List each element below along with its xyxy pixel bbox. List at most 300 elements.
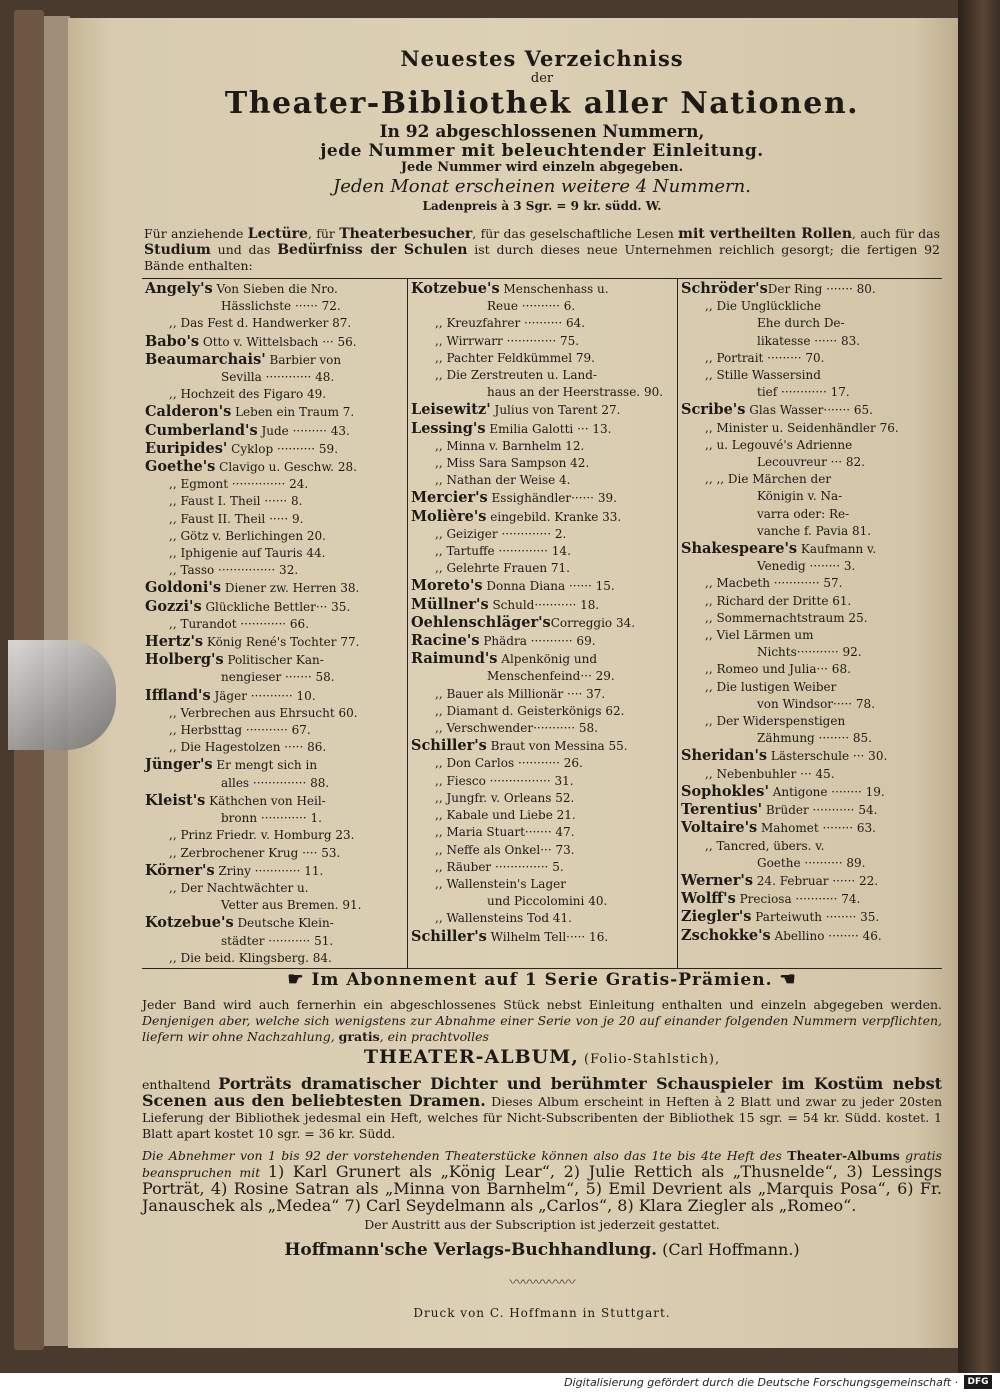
- catalog-entry: [681, 558, 939, 575]
- catalog-columns: [142, 278, 942, 969]
- work-title: ,, Turandot ············ 66.: [169, 616, 310, 631]
- work-title: ,, Minna v. Barnhelm 12.: [435, 438, 585, 453]
- work-title: Alpenkönig und: [497, 652, 597, 667]
- catalog-entry: [411, 333, 674, 350]
- catalog-entry: [681, 523, 939, 540]
- catalog-entry: [145, 810, 404, 827]
- catalog-entry: [681, 661, 939, 678]
- work-title: Julius von Tarent 27.: [490, 403, 621, 418]
- catalog-entry: [145, 493, 404, 510]
- catalog-entry: [145, 458, 404, 476]
- catalog-entry: [145, 897, 404, 914]
- work-title: ,, Die Zerstreuten u. Land-: [435, 368, 597, 383]
- author-name: Shakespeare's: [681, 540, 798, 558]
- work-title: ,, Faust I. Theil ······ 8.: [169, 494, 303, 509]
- catalog-entry: [145, 775, 404, 792]
- work-title-continuation: Reue ·········· 6.: [487, 299, 576, 314]
- author-name: Goldoni's: [145, 579, 222, 597]
- catalog-entry: [411, 367, 674, 384]
- catalog-entry: [145, 598, 404, 616]
- work-title: ,, Neffe als Onkel··· 73.: [435, 842, 575, 857]
- work-title: ,, Egmont ·············· 24.: [169, 477, 309, 492]
- catalog-entry: [145, 422, 404, 440]
- work-title: ,, Wallensteins Tod 41.: [435, 911, 572, 926]
- work-title: ,, Don Carlos ··········· 26.: [435, 756, 583, 771]
- work-title: Clavigo u. Geschw. 28.: [215, 460, 357, 475]
- work-title: ,, Viel Lärmen um: [705, 628, 814, 643]
- catalog-entry: [681, 488, 939, 505]
- catalog-entry: [681, 384, 939, 401]
- subtitle-3: Jede Nummer wird einzeln abgegeben.: [400, 160, 684, 175]
- catalog-entry: [411, 720, 674, 737]
- work-title: Käthchen von Heil-: [205, 793, 326, 808]
- catalog-entry: [411, 773, 674, 790]
- catalog-entry: [411, 755, 674, 772]
- catalog-entry: [411, 560, 674, 577]
- work-title: ,, Faust II. Theil ····· 9.: [169, 511, 304, 526]
- author-name: Raimund's: [411, 650, 498, 668]
- catalog-entry: [145, 880, 404, 897]
- dfg-logo: DFG: [964, 1375, 992, 1389]
- work-title-continuation: Sevilla ············ 48.: [221, 370, 335, 385]
- work-title: ,, Verbrechen aus Ehrsucht 60.: [169, 705, 358, 720]
- work-title: ,, Iphigenie auf Tauris 44.: [169, 546, 326, 561]
- book-spine: [958, 0, 1000, 1393]
- intro-bold: Bedürfniss der Schulen: [277, 242, 468, 258]
- work-title: ,, u. Legouvé's Adrienne: [705, 437, 853, 452]
- work-title: ,, Die Hagestolzen ····· 86.: [169, 740, 327, 755]
- abonnement-heading: [142, 969, 942, 992]
- ornament-divider: 〰〰〰〰〰: [509, 1275, 575, 1292]
- intro-text: Für anziehende: [144, 226, 248, 241]
- author-name: Ziegler's: [681, 908, 752, 926]
- intro-text: und das: [210, 242, 278, 257]
- work-title: ,, Der Nachtwächter u.: [169, 880, 309, 895]
- catalog-entry: [411, 893, 674, 910]
- author-name: Moreto's: [411, 577, 483, 595]
- work-title: ,, Prinz Friedr. v. Homburg 23.: [169, 828, 355, 843]
- author-name: Voltaire's: [681, 819, 758, 837]
- work-title: 24. Februar ······ 22.: [752, 873, 879, 888]
- work-title: Jäger ··········· 10.: [210, 688, 316, 703]
- work-title: Von Sieben die Nro.: [212, 282, 338, 296]
- catalog-entry: [145, 315, 404, 332]
- publisher-name: Hoffmann'sche Verlags-Buchhandlung.: [284, 1240, 658, 1261]
- catalog-entry: [411, 928, 674, 946]
- work-title-continuation: vanche f. Pavia 81.: [757, 523, 872, 538]
- catalog-column-3: [678, 279, 942, 968]
- catalog-entry: [681, 333, 939, 350]
- work-title-continuation: nengieser ······· 58.: [221, 670, 335, 685]
- author-name: Jünger's: [145, 756, 213, 774]
- premium-bold: Theater-Albums: [787, 1148, 900, 1164]
- work-title-continuation: von Windsor····· 78.: [757, 696, 876, 711]
- work-title: Correggio 34.: [550, 615, 636, 630]
- author-name: Mercier's: [411, 489, 488, 507]
- subtitle-4: Jeden Monat erscheinen weitere 4 Nummern.: [333, 176, 751, 197]
- author-name: Lessing's: [411, 419, 486, 437]
- catalog-entry: [681, 679, 939, 696]
- catalog-entry: [681, 730, 939, 747]
- catalog-entry: [681, 927, 939, 945]
- work-title: Der Ring ······· 80.: [767, 282, 876, 296]
- work-title: Emilia Galotti ··· 13.: [485, 421, 612, 436]
- work-title: Leben ein Traum 7.: [231, 405, 355, 420]
- catalog-entry: [411, 668, 674, 685]
- catalog-entry: [411, 543, 674, 560]
- intro-paragraph: [142, 226, 942, 274]
- catalog-entry: [145, 280, 404, 298]
- work-title: Cyklop ·········· 59.: [227, 441, 339, 456]
- catalog-entry: [145, 950, 404, 967]
- catalog-entry: [681, 819, 939, 837]
- work-title-continuation: bronn ············ 1.: [221, 811, 322, 826]
- author-name: Terentius': [681, 801, 763, 819]
- intro-text: , für: [307, 226, 340, 241]
- work-title-continuation: Goethe ·········· 89.: [757, 855, 866, 870]
- abo-bold: gratis: [338, 1029, 380, 1045]
- catalog-entry: [681, 420, 939, 437]
- catalog-entry: [411, 350, 674, 367]
- catalog-entry: [411, 650, 674, 668]
- author-name: Racine's: [411, 632, 480, 650]
- author-name: Kleist's: [145, 791, 206, 809]
- author-name: Scribe's: [681, 401, 746, 419]
- publisher-line: [142, 1240, 942, 1260]
- catalog-entry: [411, 508, 674, 526]
- work-title: Wilhelm Tell····· 16.: [486, 929, 609, 944]
- catalog-entry: [145, 722, 404, 739]
- catalog-entry: [411, 596, 674, 614]
- catalog-entry: [411, 790, 674, 807]
- work-title-continuation: likatesse ······ 83.: [757, 333, 861, 348]
- work-title-continuation: Nichts··········· 92.: [757, 645, 862, 660]
- abo-text: Jeder Band wird auch fernerhin ein abgeschlossenes Stück nebst Einleitung enthalten und einzeln abgegeben werden.: [142, 997, 942, 1013]
- catalog-entry: [411, 472, 674, 489]
- work-title: Er mengt sich in: [212, 758, 318, 773]
- work-title: ,, Stille Wassersind: [705, 368, 821, 383]
- intro-text: , auch für das: [852, 226, 941, 241]
- catalog-entry: [145, 351, 404, 369]
- catalog-entry: [681, 401, 939, 419]
- work-title: ,, Nathan der Weise 4.: [435, 473, 571, 488]
- catalog-entry: [145, 933, 404, 950]
- catalog-entry: [145, 669, 404, 686]
- work-title-continuation: und Piccolomini 40.: [487, 894, 608, 909]
- catalog-entry: [411, 614, 674, 632]
- catalog-entry: [145, 827, 404, 844]
- author-name: Sheridan's: [681, 747, 768, 765]
- work-title: Kaufmann v.: [797, 542, 877, 557]
- catalog-entry: [681, 454, 939, 471]
- work-title: ,, Herbsttag ··········· 67.: [169, 723, 311, 738]
- catalog-entry: [681, 471, 939, 488]
- author-name: Kotzebue's: [145, 914, 234, 932]
- author-name: Cumberland's: [145, 421, 258, 439]
- work-title: ,, Romeo und Julia··· 68.: [705, 662, 851, 677]
- catalog-entry: [681, 696, 939, 713]
- intro-bold: Lectüre: [247, 226, 308, 242]
- catalog-entry: [681, 593, 939, 610]
- work-title: ,, Macbeth ············ 57.: [705, 576, 843, 591]
- catalog-entry: [145, 651, 404, 669]
- author-name: Kotzebue's: [411, 280, 500, 297]
- catalog-entry: [681, 437, 939, 454]
- premium-paragraph: [142, 1148, 942, 1215]
- album-heading: [142, 1047, 942, 1070]
- work-title: ,, Fiesco ················ 31.: [435, 773, 574, 788]
- album-paragraph: [142, 1076, 942, 1142]
- catalog-entry: [681, 506, 939, 523]
- catalog-entry: [681, 872, 939, 890]
- catalog-entry: [681, 575, 939, 592]
- catalog-entry: [411, 280, 674, 298]
- work-title: Glückliche Bettler··· 35.: [201, 599, 351, 614]
- author-name: Leisewitz': [411, 401, 491, 419]
- author-name: Körner's: [145, 861, 215, 879]
- work-title: Braut von Messina 55.: [486, 739, 628, 754]
- work-title-continuation: Lecouvreur ··· 82.: [757, 455, 865, 470]
- work-title: ,, Zerbrochener Krug ···· 53.: [169, 845, 341, 860]
- catalog-entry: [411, 420, 674, 438]
- catalog-entry: [145, 476, 404, 493]
- work-title: ,, Wallenstein's Lager: [435, 876, 566, 891]
- work-title: ,, Tasso ··············· 32.: [169, 563, 299, 578]
- work-title: ,, Miss Sara Sampson 42.: [435, 456, 590, 471]
- author-name: Wolff's: [681, 890, 736, 908]
- subtitle-2: jede Nummer mit beleuchtender Einleitung.: [320, 141, 764, 161]
- album-title: THEATER-ALBUM,: [363, 1046, 579, 1069]
- album-text: Dieses Album erscheint in Heften à 2 Blatt und zwar zu jeder 20sten Lieferung der Bibliothek jedesmal ein Heft, welches für Nicht-Subscribenten der Bibliothek 15 sgr. = 54 kr. Südd. kostet. 1 Blatt apart kostet 10 sgr. = 36 kr. Südd.: [142, 1094, 942, 1142]
- author-name: Babo's: [145, 332, 200, 350]
- catalog-entry: [681, 627, 939, 644]
- intro-bold: Studium: [144, 242, 211, 258]
- work-title: Jude ········· 43.: [257, 423, 350, 438]
- intro-text: , für das geselschaftliche Lesen: [472, 226, 679, 241]
- work-title: ,, Kreuzfahrer ·········· 64.: [435, 316, 586, 331]
- work-title: ,, Räuber ·············· 5.: [435, 859, 564, 874]
- catalog-entry: [145, 579, 404, 597]
- catalog-entry: [411, 807, 674, 824]
- work-title: ,, Das Fest d. Handwerker 87.: [169, 316, 352, 331]
- work-title: Barbier von: [265, 352, 342, 367]
- work-title-continuation: städter ··········· 51.: [221, 933, 334, 948]
- author-name: Oehlenschläger's: [411, 613, 551, 631]
- work-title: Parteiwuth ········ 35.: [751, 910, 880, 925]
- catalog-entry: [681, 610, 939, 627]
- work-title: ,, ,, Die Märchen der: [705, 472, 832, 487]
- work-title: ,, Gelehrte Frauen 71.: [435, 561, 570, 576]
- pointing-hand-icon: ☛: [287, 969, 305, 991]
- work-title: Schuld··········· 18.: [488, 597, 600, 612]
- work-title: Otto v. Wittelsbach ··· 56.: [199, 334, 357, 349]
- catalog-entry: [145, 333, 404, 351]
- author-name: Sophokles': [681, 782, 769, 800]
- work-title: Glas Wasser······· 65.: [745, 403, 873, 418]
- catalog-entry: [681, 838, 939, 855]
- abo-italic: , ein prachtvolles: [379, 1029, 489, 1045]
- work-title-continuation: Ehe durch De-: [757, 316, 845, 331]
- catalog-entry: [145, 298, 404, 315]
- author-name: Hertz's: [145, 633, 204, 651]
- price-line: Ladenpreis à 3 Sgr. = 9 kr. südd. W.: [422, 199, 662, 213]
- work-title-continuation: Venedig ········ 3.: [757, 559, 856, 574]
- catalog-entry: [681, 766, 939, 783]
- work-title: ,, Portrait ········· 70.: [705, 350, 825, 365]
- work-title: Lästerschule ··· 30.: [767, 749, 888, 764]
- work-title: ,, Hochzeit des Figaro 49.: [169, 387, 327, 402]
- catalog-entry: [145, 705, 404, 722]
- catalog-entry: [681, 713, 939, 730]
- premium-italic: Die Abnehmer von 1 bis 92 der vorstehenden Theaterstücke können also das 1te bis 4te Heft des: [142, 1148, 788, 1164]
- catalog-entry: [145, 440, 404, 458]
- catalog-entry: [411, 737, 674, 755]
- work-title: ,, Die beid. Klingsberg. 84.: [169, 950, 332, 965]
- work-title: Diener zw. Herren 38.: [221, 581, 360, 596]
- work-title: ,, Tancred, übers. v.: [705, 838, 825, 853]
- author-name: Molière's: [411, 507, 487, 525]
- work-title: ,, Diamant d. Geisterkönigs 62.: [435, 703, 625, 718]
- catalog-entry: [681, 783, 939, 801]
- premium-list: 1) Karl Grunert als „König Lear“, 2) Julie Rettich als „Thusnelde“, 3) Lessings Porträt, 4) Rosine Satran als „Minna von Barnhelm“, 5) Emil Devrient als „Marquis Posa“, 6) Fr. Janauschek als „Medea“ 7) Carl Seydelmann als „Carlos“, 8) Klara Ziegler als „Romeo“.: [142, 1162, 942, 1216]
- abonnement-title: Im Abonnement auf 1 Serie Gratis-Prämien.: [311, 969, 773, 990]
- catalog-entry: [681, 298, 939, 315]
- intro-bold: Theaterbesucher: [339, 226, 473, 242]
- catalog-entry: [411, 384, 674, 401]
- work-title: ,, Kabale und Liebe 21.: [435, 808, 576, 823]
- main-title: Theater-Bibliothek aller Nationen.: [224, 86, 860, 121]
- work-title: ,, Minister u. Seidenhändler 76.: [705, 420, 899, 435]
- catalog-entry: [145, 862, 404, 880]
- abonnement-paragraph: [142, 997, 942, 1045]
- catalog-entry: [145, 511, 404, 528]
- work-title: ,, Geiziger ············· 2.: [435, 526, 567, 541]
- catalog-entry: [145, 756, 404, 774]
- catalog-entry: [145, 403, 404, 421]
- catalog-entry: [145, 528, 404, 545]
- author-name: Angely's: [145, 280, 213, 297]
- catalog-entry: [145, 616, 404, 633]
- catalog-entry: [681, 315, 939, 332]
- work-title: Antigone ········ 19.: [768, 784, 885, 799]
- catalog-entry: [411, 910, 674, 927]
- work-title: ,, Die Unglückliche: [705, 299, 822, 314]
- pointing-hand-left-icon: ☚: [779, 969, 797, 991]
- author-name: Werner's: [681, 871, 753, 889]
- catalog-entry: [411, 876, 674, 893]
- catalog-entry: [145, 845, 404, 862]
- work-title-continuation: Vetter aus Bremen. 91.: [221, 898, 362, 913]
- catalog-entry: [145, 562, 404, 579]
- author-name: Calderon's: [145, 403, 232, 421]
- catalog-entry: [411, 703, 674, 720]
- author-name: Zschokke's: [681, 926, 771, 944]
- author-name: Gozzi's: [145, 597, 202, 615]
- page-clip: [8, 640, 116, 750]
- work-title-continuation: Königin v. Na-: [757, 489, 843, 504]
- work-title: Zriny ············ 11.: [214, 863, 324, 878]
- work-title: Deutsche Klein-: [233, 916, 334, 931]
- work-title: Phädra ··········· 69.: [479, 634, 596, 649]
- catalog-entry: [681, 367, 939, 384]
- work-title: ,, Götz v. Berlichingen 20.: [169, 528, 326, 543]
- catalog-entry: [411, 824, 674, 841]
- catalog-entry: [681, 350, 939, 367]
- catalog-entry: [681, 908, 939, 926]
- author-name: Euripides': [145, 439, 228, 457]
- footer-credit: Digitalisierung gefördert durch die Deutsche Forschungsgemeinschaft ·: [564, 1376, 958, 1389]
- author-name: Schiller's: [411, 737, 487, 755]
- catalog-entry: [411, 298, 674, 315]
- subscription-note: Der Austritt aus der Subscription ist jederzeit gestattet.: [364, 1217, 720, 1233]
- work-title: ,, Jungfr. v. Orleans 52.: [435, 790, 575, 805]
- work-title: König René's Tochter 77.: [203, 635, 360, 650]
- work-title-continuation: tief ············ 17.: [757, 385, 850, 400]
- catalog-entry: [145, 687, 404, 705]
- subtitle-1: In 92 abgeschlossenen Nummern,: [379, 122, 705, 142]
- work-title-continuation: Menschenfeind··· 29.: [487, 669, 615, 684]
- work-title: Preciosa ··········· 74.: [735, 892, 861, 907]
- work-title-continuation: Zähmung ········ 85.: [757, 731, 872, 746]
- album-bold: Porträts dramatischer Dichter und berühmter Schauspieler im Kostüm nebst Scenen aus den beliebtesten Dramen.: [142, 1074, 943, 1111]
- title-line-1: Neuestes Verzeichniss: [400, 46, 684, 71]
- catalog-entry: [145, 633, 404, 651]
- catalog-entry: [145, 386, 404, 403]
- album-subtitle: (Folio-Stahlstich),: [578, 1052, 721, 1068]
- catalog-entry: [681, 747, 939, 765]
- intro-text: ist durch dieses neue Unternehmen reichlich gesorgt; die fertigen 92 Bände enthalten:: [144, 242, 940, 273]
- catalog-entry: [145, 739, 404, 756]
- catalog-entry: [681, 890, 939, 908]
- catalog-entry: [411, 315, 674, 332]
- catalog-entry: [145, 792, 404, 810]
- premium-italic: gratis beanspruchen mit: [142, 1148, 942, 1181]
- work-title: Mahomet ········ 63.: [757, 821, 876, 836]
- catalog-entry: [681, 540, 939, 558]
- work-title: Donna Diana ······ 15.: [482, 579, 615, 594]
- work-title: ,, Wirrwarr ············· 75.: [435, 333, 580, 348]
- work-title: Essighändler······ 39.: [487, 491, 617, 506]
- catalog-entry: [411, 526, 674, 543]
- work-title-continuation: haus an der Heerstrasse. 90.: [487, 385, 664, 400]
- author-name: Iffland's: [145, 686, 211, 704]
- author-name: Holberg's: [145, 651, 224, 669]
- catalog-entry: [145, 545, 404, 562]
- catalog-entry: [145, 369, 404, 386]
- intro-bold: mit vertheilten Rollen: [678, 226, 853, 242]
- author-name: Goethe's: [145, 458, 216, 476]
- catalog-entry: [681, 280, 939, 298]
- work-title: ,, Nebenbuhler ··· 45.: [705, 766, 835, 781]
- catalog-entry: [145, 914, 404, 932]
- catalog-entry: [681, 801, 939, 819]
- work-title: ,, Sommernachtstraum 25.: [705, 610, 868, 625]
- work-title-continuation: Hässlichste ······ 72.: [221, 299, 341, 314]
- catalog-entry: [411, 438, 674, 455]
- catalog-column-1: [142, 279, 408, 968]
- catalog-column-2: [408, 279, 678, 968]
- work-title: ,, Tartuffe ············· 14.: [435, 544, 571, 559]
- catalog-entry: [411, 842, 674, 859]
- work-title: ,, Pachter Feldkümmel 79.: [435, 350, 595, 365]
- catalog-entry: [411, 859, 674, 876]
- printer-line: Druck von C. Hoffmann in Stuttgart.: [413, 1306, 671, 1321]
- work-title: ,, Verschwender··········· 58.: [435, 721, 598, 736]
- work-title: ,, Maria Stuart······· 47.: [435, 825, 575, 840]
- album-text: enthaltend: [142, 1077, 219, 1093]
- work-title: ,, Der Widerspenstigen: [705, 714, 846, 729]
- work-title: Politischer Kan-: [223, 653, 324, 668]
